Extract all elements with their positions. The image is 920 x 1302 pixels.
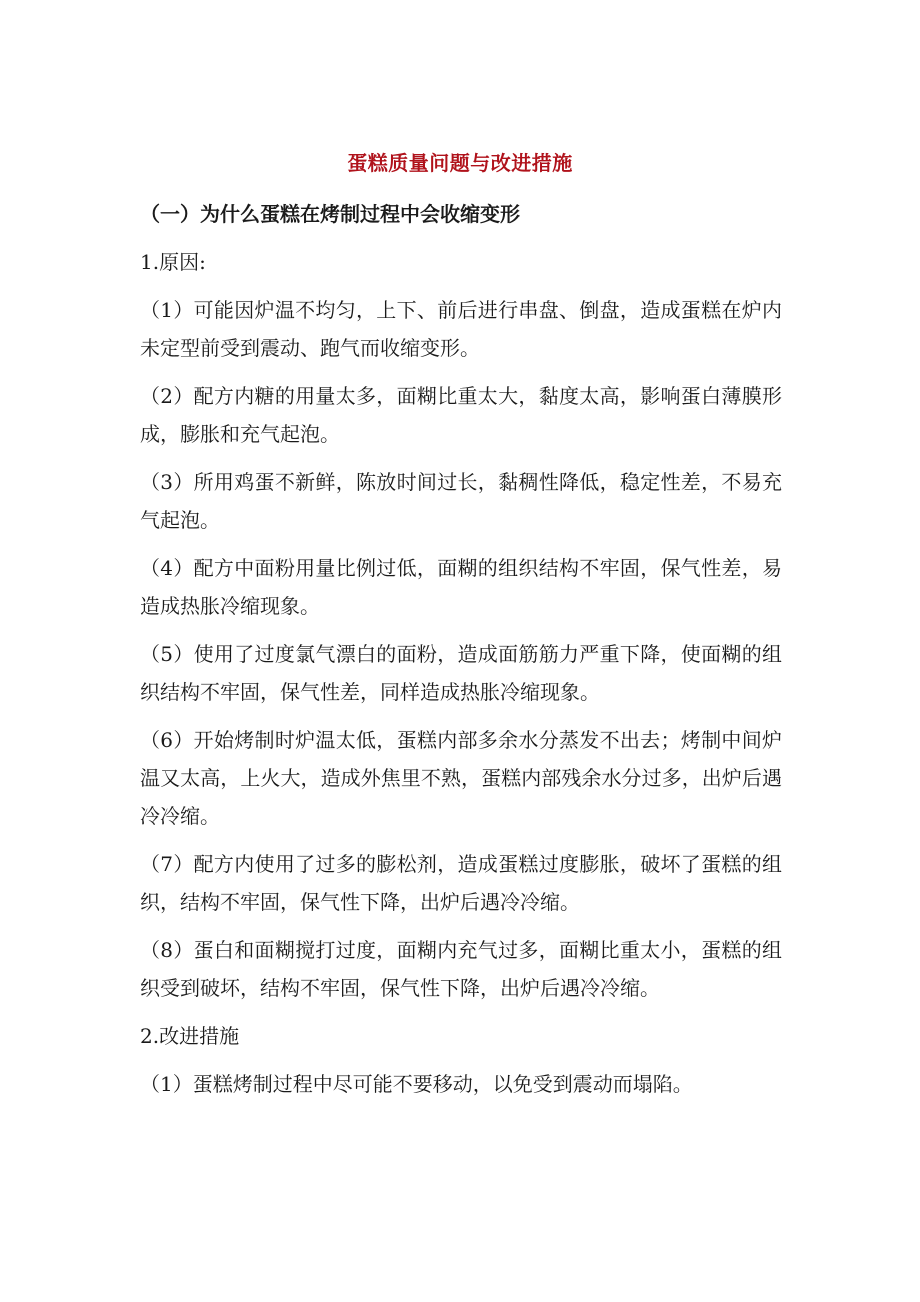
reason-item-6: （6）开始烤制时炉温太低，蛋糕内部多余水分蒸发不出去；烤制中间炉温又太高，上火大，造成外焦里不熟，蛋糕内部残余水分过多，出炉后遇冷冷缩。 — [140, 728, 782, 828]
reason-item-3: （3）所用鸡蛋不新鲜，陈放时间过长，黏稠性降低，稳定性差，不易充气起泡。 — [140, 470, 782, 532]
document-title: 蛋糕质量问题与改进措施 — [347, 151, 573, 175]
reason-item-5: （5）使用了过度氯气漂白的面粉，造成面筋筋力严重下降，使面糊的组织结构不牢固，保气性差，同样造成热胀冷缩现象。 — [140, 642, 782, 704]
document-body — [140, 195, 782, 1113]
measure-item-1: （1）蛋糕烤制过程中尽可能不要移动，以免受到震动而塌陷。 — [140, 1072, 693, 1096]
reason-item-7: （7）配方内使用了过多的膨松剂，造成蛋糕过度膨胀，破坏了蛋糕的组织，结构不牢固，保气性下降，出炉后遇冷冷缩。 — [140, 852, 782, 914]
measures-heading: 2.改进措施 — [140, 1024, 240, 1048]
reason-item-1: （1）可能因炉温不均匀，上下、前后进行串盘、倒盘，造成蛋糕在炉内未定型前受到震动、跑气而收缩变形。 — [140, 298, 782, 360]
reason-item-8: （8）蛋白和面糊搅打过度，面糊内充气过多，面糊比重太小，蛋糕的组织受到破坏，结构不牢固，保气性下降，出炉后遇冷冷缩。 — [140, 938, 782, 1000]
reason-item-2: （2）配方内糖的用量太多，面糊比重太大，黏度太高，影响蛋白薄膜形成，膨胀和充气起泡。 — [140, 384, 782, 446]
reason-item-4: （4）配方中面粉用量比例过低，面糊的组织结构不牢固，保气性差，易造成热胀冷缩现象。 — [140, 556, 782, 618]
reasons-heading: 1.原因: — [140, 250, 206, 274]
section-heading: （一）为什么蛋糕在烤制过程中会收缩变形 — [140, 202, 520, 226]
